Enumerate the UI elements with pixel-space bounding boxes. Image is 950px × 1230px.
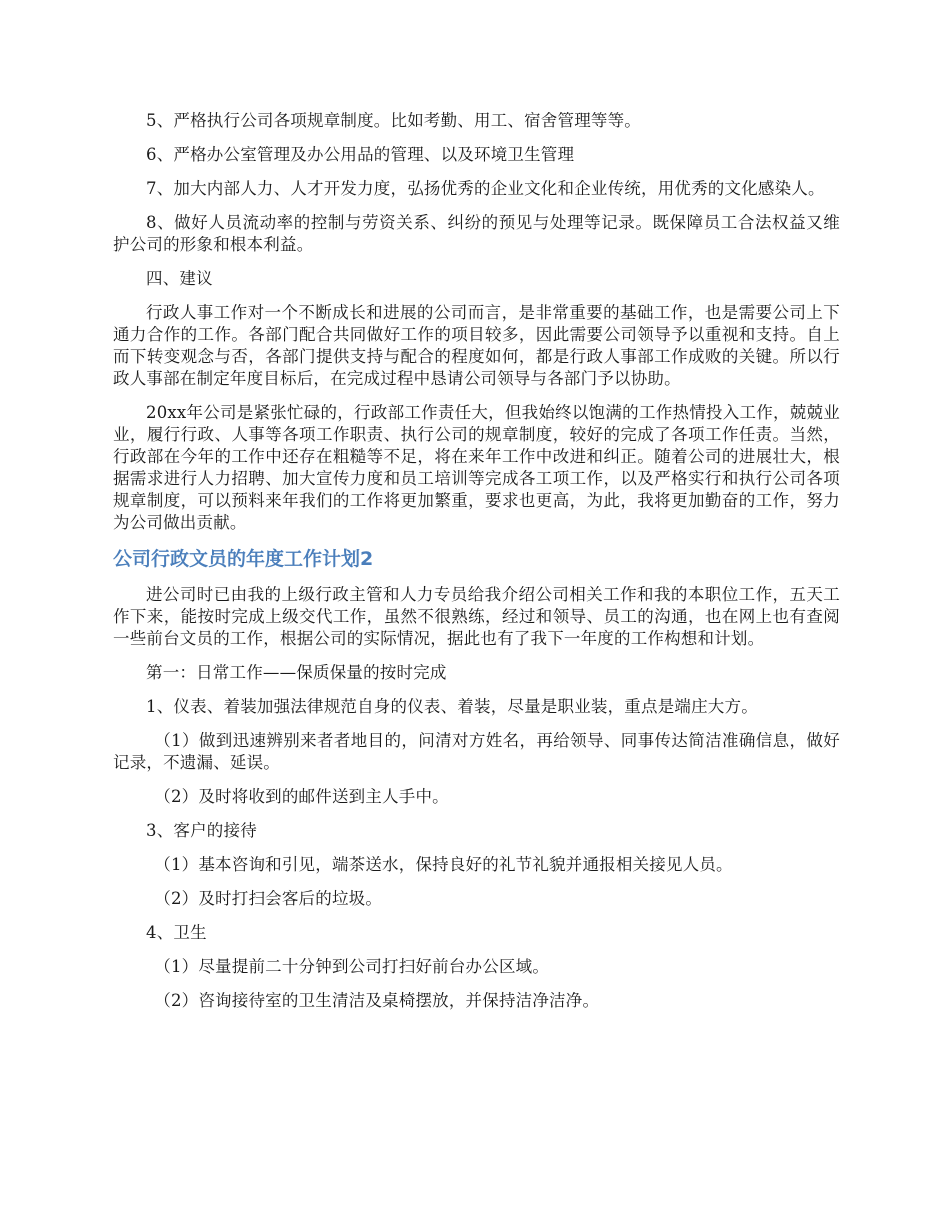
- paragraph-reception-room-cleaning: （2）咨询接待室的卫生清洁及桌椅摆放，并保持洁净洁净。: [154, 991, 600, 1010]
- paragraph-visitor-identify: （1）做到迅速辨别来者者地目的，问清对方姓名，再给领导、同事传达简洁准确信息，做好记录，不遗漏、延误。: [113, 731, 840, 772]
- paragraph-item-7: 7、加大内部人力、人才开发力度，弘扬优秀的企业文化和企业传统，用优秀的文化感染人。: [146, 179, 825, 198]
- paragraph-item-8: 8、做好人员流动率的控制与劳资关系、纠纷的预见与处理等记录。既保障员工合法权益又维护公司的形象和根本利益。: [113, 213, 840, 254]
- paragraph-customer-reception: 3、客户的接待: [146, 821, 257, 840]
- paragraph-item-5: 5、严格执行公司各项规章制度。比如考勤、用工、宿舍管理等等。: [146, 111, 641, 130]
- paragraph-clean-after-meeting: （2）及时打扫会客后的垃圾。: [154, 889, 383, 908]
- paragraph-appearance: 1、仪表、着装加强法律规范自身的仪表、着装，尽量是职业装，重点是端庄大方。: [146, 697, 758, 716]
- paragraph-consult-intro: （1）基本咨询和引见，端茶送水，保持良好的礼节礼貌并通报相关接见人员。: [154, 855, 733, 874]
- paragraph-item-6: 6、严格办公室管理及办公用品的管理、以及环境卫生管理: [146, 145, 575, 164]
- section-title-suggestions: 四、建议: [146, 269, 213, 288]
- paragraph-daily-work-title: 第一：日常工作——保质保量的按时完成: [146, 663, 447, 682]
- document-page: [113, 110, 840, 1024]
- paragraph-hygiene: 4、卫生: [146, 923, 207, 942]
- paragraph-mail-delivery: （2）及时将收到的邮件送到主人手中。: [154, 787, 449, 806]
- paragraph-early-cleaning: （1）尽量提前二十分钟到公司打扫好前台办公区域。: [154, 957, 550, 976]
- paragraph-intro: 进公司时已由我的上级行政主管和人力专员给我介绍公司相关工作和我的本职位工作，五天工作下来，能按时完成上级交代工作，虽然不很熟练，经过和领导、员工的沟通，也在网上也有查阅一些前台文员的工作，根据公司的实际情况，据此也有了我下一年度的工作构想和计划。: [113, 585, 840, 648]
- paragraph-suggestions-body: 行政人事工作对一个不断成长和进展的公司而言，是非常重要的基础工作，也是需要公司上下通力合作的工作。各部门配合共同做好工作的项目较多，因此需要公司领导予以重视和支持。自上而下转变观念与否，各部门提供支持与配合的程度如何，都是行政人事部工作成败的关键。所以行政人事部在制定年度目标后，在完成过程中恳请公司领导与各部门予以协助。: [113, 303, 840, 388]
- paragraph-year-summary: 20xx年公司是紧张忙碌的，行政部工作责任大，但我始终以饱满的工作热情投入工作，兢兢业业，履行行政、人事等各项工作职责、执行公司的规章制度，较好的完成了各项工作任责。当然，行政部在今年的工作中还存在粗糙等不足，将在来年工作中改进和纠正。随着公司的进展壮大，根据需求进行人力招聘、加大宣传力度和员工培训等完成各工项工作，以及严格实行和执行公司各项规章制度，可以预料来年我们的工作将更加繁重，要求也更高，为此，我将更加勤奋的工作，努力为公司做出贡献。: [113, 403, 840, 532]
- document-heading: 公司行政文员的年度工作计划2: [113, 548, 374, 570]
